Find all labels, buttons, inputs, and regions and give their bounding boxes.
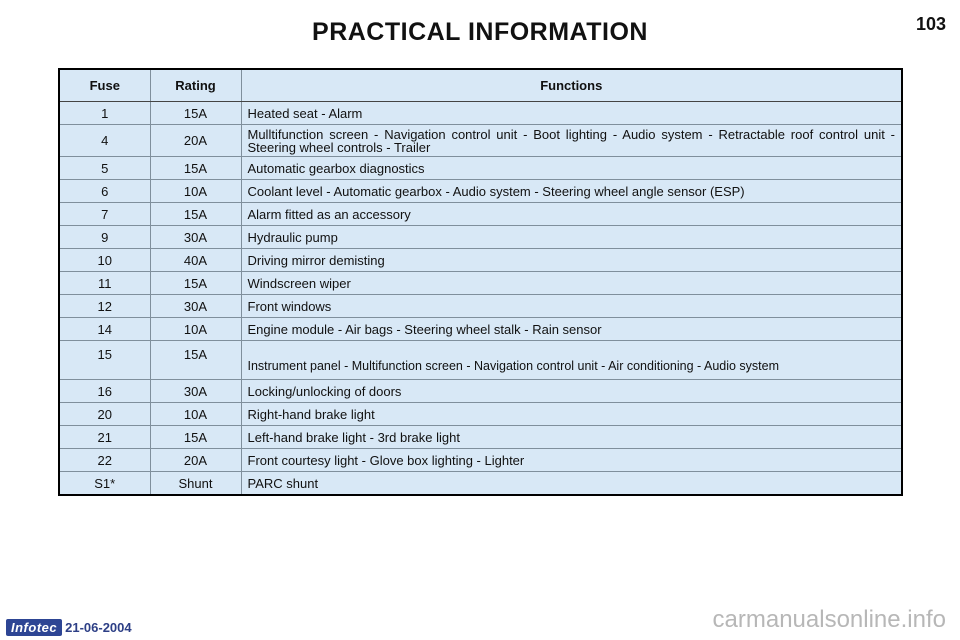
functions-cell: Automatic gearbox diagnostics [241, 157, 902, 180]
fuse-cell: 10 [59, 249, 150, 272]
page-number: 103 [915, 14, 946, 34]
functions-cell: Alarm fitted as an accessory [241, 203, 902, 226]
fuse-table [58, 68, 903, 496]
table-row [59, 272, 902, 295]
fuse-cell: 6 [59, 180, 150, 203]
fuse-cell: 14 [59, 318, 150, 341]
rating-cell: 20A [150, 125, 241, 157]
fuse-cell: 5 [59, 157, 150, 180]
functions-cell: PARC shunt [241, 472, 902, 496]
table-row [59, 125, 902, 157]
table-row [59, 472, 902, 496]
rating-cell: 20A [150, 449, 241, 472]
functions-cell: Hydraulic pump [241, 226, 902, 249]
rating-cell: 15A [150, 157, 241, 180]
header-rating: Rating [150, 69, 241, 102]
header-functions: Functions [241, 69, 902, 102]
functions-cell: Front windows [241, 295, 902, 318]
fuse-cell: 4 [59, 125, 150, 157]
table-row [59, 449, 902, 472]
header-fuse: Fuse [59, 69, 150, 102]
rating-cell: 10A [150, 403, 241, 426]
fuse-cell: S1* [59, 472, 150, 496]
fuse-cell: 15 [59, 341, 150, 380]
fuse-cell: 20 [59, 403, 150, 426]
rating-cell: 10A [150, 180, 241, 203]
table-row [59, 380, 902, 403]
functions-cell: Heated seat - Alarm [241, 102, 902, 125]
table-row [59, 180, 902, 203]
rating-cell: 40A [150, 249, 241, 272]
table-row [59, 341, 902, 380]
infotec-logo: Infotec [6, 619, 62, 636]
functions-cell: Right-hand brake light [241, 403, 902, 426]
rating-cell: 15A [150, 426, 241, 449]
fuse-cell: 12 [59, 295, 150, 318]
site-watermark: carmanualsonline.info [712, 606, 946, 633]
fuse-cell: 22 [59, 449, 150, 472]
functions-cell: Coolant level - Automatic gearbox - Audio system - Steering wheel angle sensor (ESP) [241, 180, 902, 203]
functions-cell: Left-hand brake light - 3rd brake light [241, 426, 902, 449]
rating-cell: 10A [150, 318, 241, 341]
table-row [59, 102, 902, 125]
functions-cell: Driving mirror demisting [241, 249, 902, 272]
table-row [59, 249, 902, 272]
rating-cell: 15A [150, 272, 241, 295]
fuse-cell: 21 [59, 426, 150, 449]
functions-cell: Instrument panel - Multifunction screen - Navigation control unit - Air conditioning - Audio system [241, 341, 902, 380]
functions-cell: Windscreen wiper [241, 272, 902, 295]
table-row [59, 203, 902, 226]
table-row [59, 157, 902, 180]
table-row [59, 226, 902, 249]
rating-cell: 30A [150, 226, 241, 249]
print-date: 21-06-2004 [65, 620, 132, 635]
table-row [59, 403, 902, 426]
functions-cell: Locking/unlocking of doors [241, 380, 902, 403]
functions-cell: Engine module - Air bags - Steering wheel stalk - Rain sensor [241, 318, 902, 341]
rating-cell: 15A [150, 341, 241, 380]
rating-cell: 30A [150, 380, 241, 403]
rating-cell: 30A [150, 295, 241, 318]
rating-cell: 15A [150, 203, 241, 226]
fuse-cell: 9 [59, 226, 150, 249]
fuse-cell: 16 [59, 380, 150, 403]
footer [6, 619, 132, 636]
fuse-cell: 1 [59, 102, 150, 125]
functions-cell: Mulltifunction screen - Navigation control unit - Boot lighting - Audio system - Retractable roof control unit - Steering wheel controls - Trailer [241, 125, 902, 157]
functions-cell: Front courtesy light - Glove box lighting - Lighter [241, 449, 902, 472]
fuse-cell: 11 [59, 272, 150, 295]
table-row [59, 295, 902, 318]
table-row [59, 318, 902, 341]
page-title: PRACTICAL INFORMATION [312, 18, 648, 46]
rating-cell: 15A [150, 102, 241, 125]
rating-cell: Shunt [150, 472, 241, 496]
table-header-row [59, 69, 902, 102]
fuse-cell: 7 [59, 203, 150, 226]
table-row [59, 426, 902, 449]
